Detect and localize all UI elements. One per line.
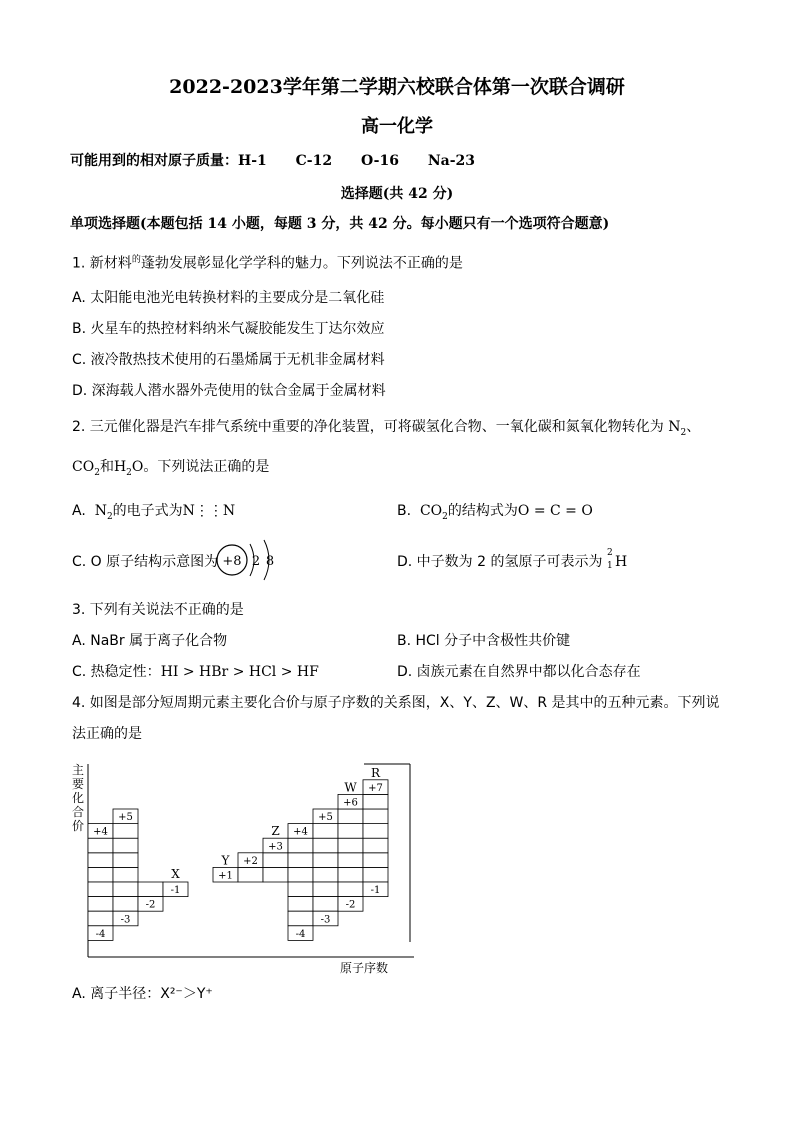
q1-stem <box>72 252 463 273</box>
chart-cell <box>288 838 313 853</box>
positive-valence-label: +3 <box>268 841 283 853</box>
q2-optA-sub: 2 <box>106 511 113 522</box>
element-label-x: X <box>171 867 180 881</box>
chart-cell <box>338 809 363 824</box>
mass-c: C-12 <box>295 153 333 169</box>
q4-option-a[interactable]: A. 离子半径：X²⁻＞Y⁺ <box>72 986 213 1002</box>
section-title: 选择题(共 42 分) <box>340 186 454 202</box>
q2-optB-prefix: B. <box>397 503 412 519</box>
atomic-masses <box>70 150 475 170</box>
negative-valence-label: -1 <box>170 885 181 897</box>
chart-cell <box>338 882 363 897</box>
positive-valence-label: +4 <box>293 826 308 838</box>
isotope-symbol: H <box>614 554 628 570</box>
chart-cell <box>113 824 138 839</box>
q2-optD-text: D. 中子数为 2 的氢原子可表示为 <box>397 554 603 570</box>
positive-valence-label: +5 <box>118 812 133 824</box>
q2-option-d[interactable] <box>397 548 628 571</box>
chart-cell <box>288 897 313 912</box>
chart-cell <box>113 838 138 853</box>
q2-option-a[interactable] <box>72 500 235 522</box>
q2-co2-sub: 2 <box>94 467 100 478</box>
chart-cell <box>138 882 163 897</box>
element-label-y: Y <box>221 853 230 868</box>
chart-cell <box>363 809 388 824</box>
q2-optA-prefix: A. <box>72 503 86 519</box>
q2-optA-text: 的电子式为 <box>112 503 183 519</box>
q1-stem-part1: 1. 新材料 <box>72 255 132 272</box>
valence-vs-atomic-number-chart <box>68 760 414 980</box>
q2-stem-text: 2. 三元催化器是汽车排气系统中重要的净化装置，可将碳氢化合物、一氧化碳和氮氧化物转化为 <box>72 419 664 435</box>
q2-n2: N <box>668 419 681 435</box>
x-axis-label: 原子序数 <box>340 961 389 975</box>
q2-stem-tail: 。下列说法正确的是 <box>143 459 270 475</box>
chart-cell <box>113 867 138 882</box>
chart-cell <box>363 838 388 853</box>
q3-option-d[interactable]: D. 卤族元素在自然界中都以化合态存在 <box>397 664 641 680</box>
chart-cell <box>363 824 388 839</box>
chart-cell <box>363 867 388 882</box>
positive-valence-label: +6 <box>343 797 358 809</box>
negative-valence-label: -3 <box>120 914 131 926</box>
chart-cell <box>113 897 138 912</box>
chart-cell <box>88 882 113 897</box>
q2-comma: 、 <box>686 419 701 435</box>
q1-option-b[interactable]: B. 火星车的热控材料纳米气凝胶能发生丁达尔效应 <box>72 321 385 337</box>
mass-o: O-16 <box>360 153 399 169</box>
chart-cell <box>238 867 263 882</box>
chart-cell <box>338 824 363 839</box>
chart-cell <box>313 897 338 912</box>
q2-optB-structure: O = C = O <box>517 503 593 519</box>
q2-h2o-h: H <box>113 459 127 475</box>
oxygen-atom-diagram <box>214 538 286 584</box>
chart-cell <box>113 853 138 868</box>
positive-valence-label: +2 <box>243 855 258 867</box>
element-label-r: R <box>370 765 381 780</box>
mass-na: Na-23 <box>427 153 476 169</box>
q2-optA-formula: N <box>94 503 107 519</box>
q2-optA-electron-formula: N⋮⋮N <box>182 503 236 519</box>
negative-valence-label: -2 <box>145 899 156 911</box>
chart-cell <box>313 853 338 868</box>
q3-option-a[interactable]: A. NaBr 属于离子化合物 <box>72 633 228 649</box>
y-axis-label-char: 价 <box>71 819 85 833</box>
q3-optC-label: C. 热稳定性： <box>72 664 161 680</box>
positive-valence-label: +7 <box>368 782 383 794</box>
chart-cell <box>363 794 388 809</box>
chart-cell <box>88 911 113 926</box>
q1-stem-note: 的 <box>131 255 141 265</box>
chart-cell <box>313 824 338 839</box>
isotope-mass-number: 2 <box>606 548 613 558</box>
chart-cell <box>113 882 138 897</box>
positive-valence-label: +1 <box>218 870 233 882</box>
electron-shell-1-count: 2 <box>251 554 261 569</box>
q1-option-a[interactable]: A. 太阳能电池光电转换材料的主要成分是二氧化硅 <box>72 290 385 306</box>
chart-cell <box>338 867 363 882</box>
chart-cell <box>88 853 113 868</box>
q2-n2-sub: 2 <box>680 427 687 438</box>
positive-valence-label: +5 <box>318 812 333 824</box>
electron-shell-2-count: 8 <box>265 554 275 569</box>
atom-nucleus-charge: +8 <box>222 554 242 569</box>
q2-h2o-sub: 2 <box>126 467 132 478</box>
q3-option-c[interactable] <box>72 661 319 681</box>
y-axis-label <box>72 763 84 833</box>
chart-cell <box>88 867 113 882</box>
element-label-z: Z <box>271 824 280 839</box>
y-axis-label-char: 合 <box>71 805 85 819</box>
q2-co2: CO <box>72 459 95 475</box>
negative-valence-label: -3 <box>320 914 331 926</box>
q3-optC-formula: HI > HBr > HCl > HF <box>160 664 319 680</box>
q2-stem-line2 <box>72 456 269 478</box>
q2-and: 和 <box>99 459 114 475</box>
q2-option-b[interactable] <box>397 500 593 522</box>
q4-stem-line2: 法正确的是 <box>72 726 142 742</box>
mass-h: H-1 <box>238 153 267 169</box>
q2-optC-text: C. O 原子结构示意图为 <box>72 554 219 570</box>
element-label-w: W <box>344 780 357 795</box>
chart-cell <box>88 838 113 853</box>
y-axis-label-char: 要 <box>71 777 85 791</box>
q3-option-b[interactable]: B. HCl 分子中含极性共价键 <box>397 633 571 649</box>
section-instruction: 单项选择题(本题包括 14 小题，每题 3 分，共 42 分。每小题只有一个选项符合题意) <box>70 216 610 232</box>
y-axis-label-char: 化 <box>71 791 85 805</box>
q2-option-c[interactable] <box>72 551 218 571</box>
chart-cell <box>313 838 338 853</box>
positive-valence-label: +4 <box>93 826 108 838</box>
chart-cell <box>288 882 313 897</box>
negative-valence-label: -2 <box>345 899 356 911</box>
chart-cell <box>338 853 363 868</box>
y-axis-label-char: 主 <box>71 763 85 777</box>
chart-cell <box>263 853 288 868</box>
isotope-atomic-number: 1 <box>606 561 613 571</box>
chart-cell <box>263 867 288 882</box>
q2-optB-sub: 2 <box>442 511 448 522</box>
chart-cell <box>363 853 388 868</box>
q1-option-c[interactable]: C. 液冷散热技术使用的石墨烯属于无机非金属材料 <box>72 352 385 368</box>
chart-cell <box>288 867 313 882</box>
q4-stem-line1: 4. 如图是部分短周期元素主要化合价与原子序数的关系图，X、Y、Z、W、R 是其中的五种元素。下列说 <box>72 695 720 711</box>
chart-cell <box>88 897 113 912</box>
atomic-masses-label: 可能用到的相对原子质量： <box>70 153 238 169</box>
page-title: 2022-2023学年第二学期六校联合体第一次联合调研 <box>169 76 625 98</box>
negative-valence-label: -4 <box>95 928 106 940</box>
negative-valence-label: -4 <box>295 928 306 940</box>
chart-cell <box>288 853 313 868</box>
chart-cell <box>313 867 338 882</box>
q1-stem-part2: 蓬勃发展彰显化学学科的魅力。下列说法不正确的是 <box>140 255 463 272</box>
q2-stem-line1 <box>72 416 700 438</box>
q2-optB-formula: CO <box>419 503 443 519</box>
page-subtitle: 高一化学 <box>361 116 433 137</box>
negative-valence-label: -1 <box>370 885 381 897</box>
q2-optB-text: 的结构式为 <box>447 503 518 519</box>
q2-h2o-o: O <box>131 459 144 475</box>
q3-stem: 3. 下列有关说法不正确的是 <box>72 602 244 618</box>
hydrogen-isotope-notation <box>606 548 615 571</box>
chart-cell <box>313 882 338 897</box>
chart-cell <box>288 911 313 926</box>
chart-cell <box>338 838 363 853</box>
q1-option-d[interactable]: D. 深海载人潜水器外壳使用的钛合金属于金属材料 <box>72 383 386 399</box>
